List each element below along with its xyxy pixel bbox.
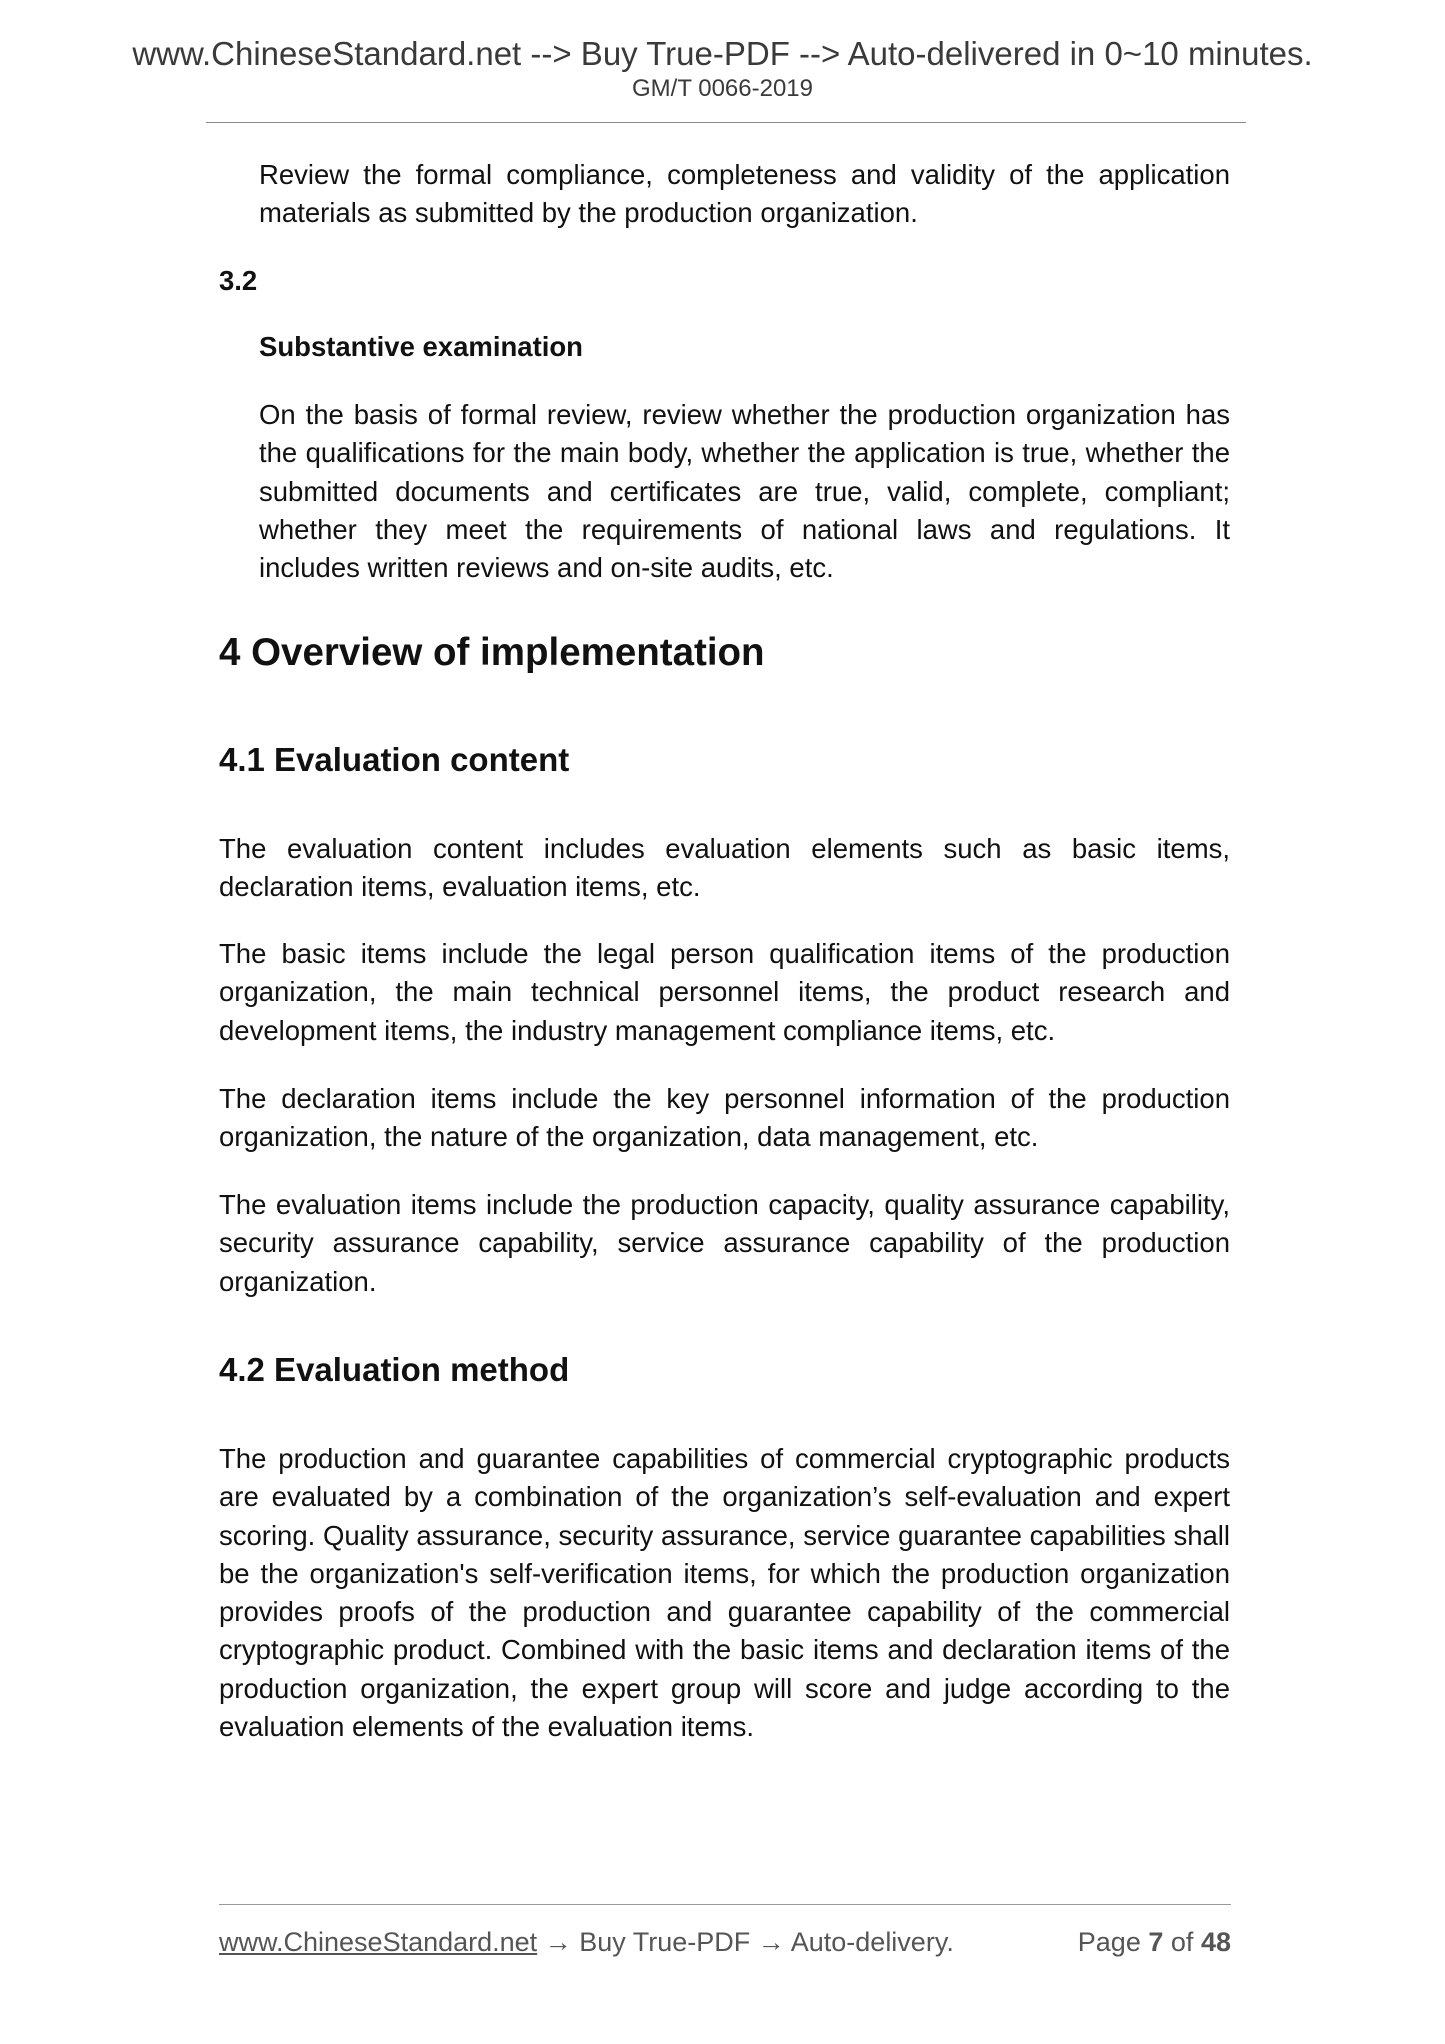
- page-current: 7: [1148, 1927, 1164, 1957]
- section-4-1-paragraph-4: The evaluation items include the production capacity, quality assurance capability, security assurance capability, service assurance capability of the production organization.: [219, 1189, 1230, 1297]
- footer-text: → Buy True-PDF → Auto-delivery.: [537, 1927, 954, 1957]
- page-total: 48: [1200, 1927, 1231, 1957]
- section-4-2-paragraph: The production and guarantee capabilities of commercial cryptographic products are evaluated by a combination of the organization’s self-evaluation and expert scoring. Quality assurance, security assurance, service guarantee capabilities shall be the organization's self-verification items, for which the production organization provides proofs of the production and guarantee capability of the commercial cryptographic product. Combined with the basic items and declaration items of the production organization, the expert group will score and judge according to the evaluation elements of the evaluation items.: [219, 1443, 1230, 1743]
- footer-divider: [219, 1904, 1231, 1905]
- section-4-1-paragraph-2: The basic items include the legal person qualification items of the production organization, the main technical personnel items, the product research and development items, the industry management compliance items, etc.: [219, 938, 1230, 1046]
- section-3-2-number: 3.2: [219, 265, 258, 296]
- section-3-2-title: Substantive examination: [259, 331, 583, 362]
- intro-paragraph: Review the formal compliance, completeness and validity of the application materials as submitted by the production organization.: [259, 159, 1230, 229]
- page-indicator: [1078, 1925, 1231, 1959]
- page-label: Page: [1077, 1927, 1141, 1957]
- section-4-2-heading: 4.2 Evaluation method: [219, 1351, 570, 1388]
- footer-link[interactable]: www.ChineseStandard.net: [219, 1927, 538, 1957]
- section-4-1-paragraph-1: The evaluation content includes evaluation elements such as basic items, declaration items, evaluation items, etc.: [219, 833, 1230, 903]
- footer: [219, 1925, 1231, 1959]
- header-divider: [206, 122, 1246, 123]
- page-of: of: [1170, 1927, 1194, 1957]
- header-banner: www.ChineseStandard.net --> Buy True-PDF --> Auto-delivered in 0~10 minutes.: [132, 35, 1313, 72]
- standard-number: GM/T 0066-2019: [632, 75, 813, 102]
- section-4-heading: 4 Overview of implementation: [219, 631, 765, 674]
- section-4-1-heading: 4.1 Evaluation content: [219, 741, 570, 778]
- section-4-1-paragraph-3: The declaration items include the key personnel information of the production organization, the nature of the organization, data management, etc.: [219, 1083, 1230, 1153]
- section-3-2-paragraph: On the basis of formal review, review whether the production organization has the qualifications for the main body, whether the application is true, whether the submitted documents and certificates are true, valid, complete, compliant; whether they meet the requirements of national laws and regulations. It includes written reviews and on-site audits, etc.: [259, 399, 1230, 584]
